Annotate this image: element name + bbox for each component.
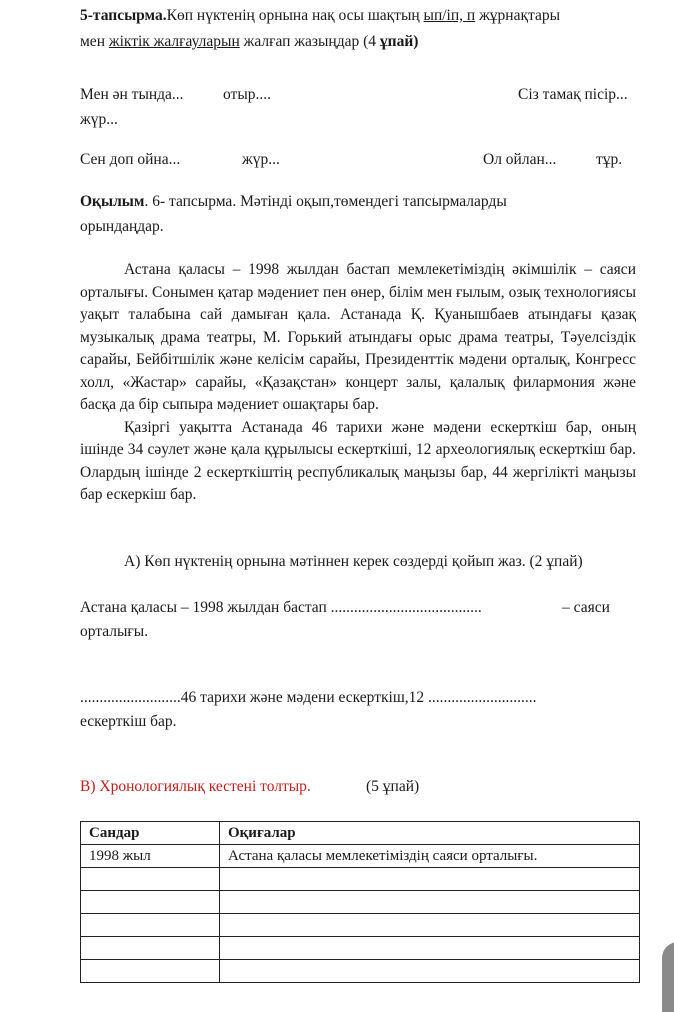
suffix-underlined: ып/іп, п [423,7,476,24]
fill-line-1b: – саяси [562,599,610,616]
reading-heading-line1: Оқылым. 6- тапсырма. Мәтінді оқып,төмендегі тапсырмаларды [80,193,507,210]
header-events: Оқиғалар [220,822,640,845]
table-cell[interactable] [220,868,640,891]
table-cell[interactable] [220,960,640,983]
sentence-2b: жүр... [80,111,118,128]
reading-paragraph-2: Қазіргі уақытта Астанада 46 тарихи және мәдени ескерткіш бар, оның ішінде 34 сәулет және қала құрылысы ескерткіші, 12 археологиялық ескерткіш бар. Олардың ішінде 2 ескерткіштің республикалық маңызы бар, 44 жергілікті маңызы бар ескеркіш бар. [80,418,636,503]
table-cell[interactable] [81,891,220,914]
fill-line-2a: ..........................46 тарихи және мәдени ескерткіш,12 ............................ [80,689,537,706]
table-row [81,845,640,868]
table-cell: Астана қаласы мемлекетіміздің саяси орталығы. [220,845,640,868]
table-cell[interactable] [81,914,220,937]
table-row [81,960,640,983]
sentence-4a: Ол ойлан... [483,151,557,168]
corner-overlay-shape [662,942,674,1012]
table-row [81,891,640,914]
task5-label: 5-тапсырма. [80,7,167,24]
table-header-row [81,822,640,845]
task5-instruction-line2: мен жіктік жалғауларын жалғап жазыңдар (4 ұпай) [80,33,419,50]
table-cell[interactable] [220,891,640,914]
endings-underlined: жіктік жалғауларын [108,33,240,50]
task-b-title: В) Хронологиялық кестені толтыр. [80,778,311,795]
table-cell[interactable] [220,914,640,937]
sentence-1a: Мен ән тында... [80,86,184,103]
header-numbers: Сандар [81,822,220,845]
fill-line-2b: ескерткіш бар. [80,713,177,730]
sentence-2a: Сіз тамақ пісір... [518,86,628,103]
table-cell: 1998 жыл [81,845,220,868]
fill-line-1c: орталығы. [80,623,149,640]
sentence-4b: тұр. [596,151,623,168]
reading-text [80,259,636,507]
table-row [81,914,640,937]
table-cell[interactable] [81,960,220,983]
task5-instruction-line1: 5-тапсырма.Көп нүктенің орнына нақ осы шақтың ып/іп, п жұрнақтары [80,7,561,24]
sentence-3b: жүр... [242,151,280,168]
table-row [81,937,640,960]
fill-line-1a: Астана қаласы – 1998 жылдан бастап ....................................... [80,599,482,616]
table-row [81,868,640,891]
task-a-title: А) Көп нүктенің орнына мәтіннен керек сөздерді қойып жаз. (2 ұпай) [124,553,583,570]
task-b-points: (5 ұпай) [366,778,420,795]
sentence-3a: Сен доп ойна... [80,151,181,168]
table-cell[interactable] [81,868,220,891]
sentence-1b: отыр.... [223,86,271,103]
reading-label: Оқылым [80,193,145,210]
table-cell[interactable] [220,937,640,960]
chronology-table [80,821,640,983]
table-cell[interactable] [81,937,220,960]
reading-paragraph-1: Астана қаласы – 1998 жылдан бастап мемлекетіміздің әкімшілік – саяси орталығы. Сонымен қатар мәдениет пен өнер, білім мен ғылым, озық технологиясы уақыт талабына сай дамыған қала. Астанада Қ. Қуанышбаев атындағы қазақ музыкалық драма театры, М. Горький атындағы орыс драма театры, Тәуелсіздік сарайы, Бейбітшілік және келісім сарайы, Президенттік мәдени орталық, Конгресс холл, «Жастар» сарайы, «Қазақстан» концерт залы, қалалық филармония және басқа да бір сыпыра мәдениет ошақтары бар. [80,261,636,413]
reading-heading-line2: орындаңдар. [80,218,164,235]
